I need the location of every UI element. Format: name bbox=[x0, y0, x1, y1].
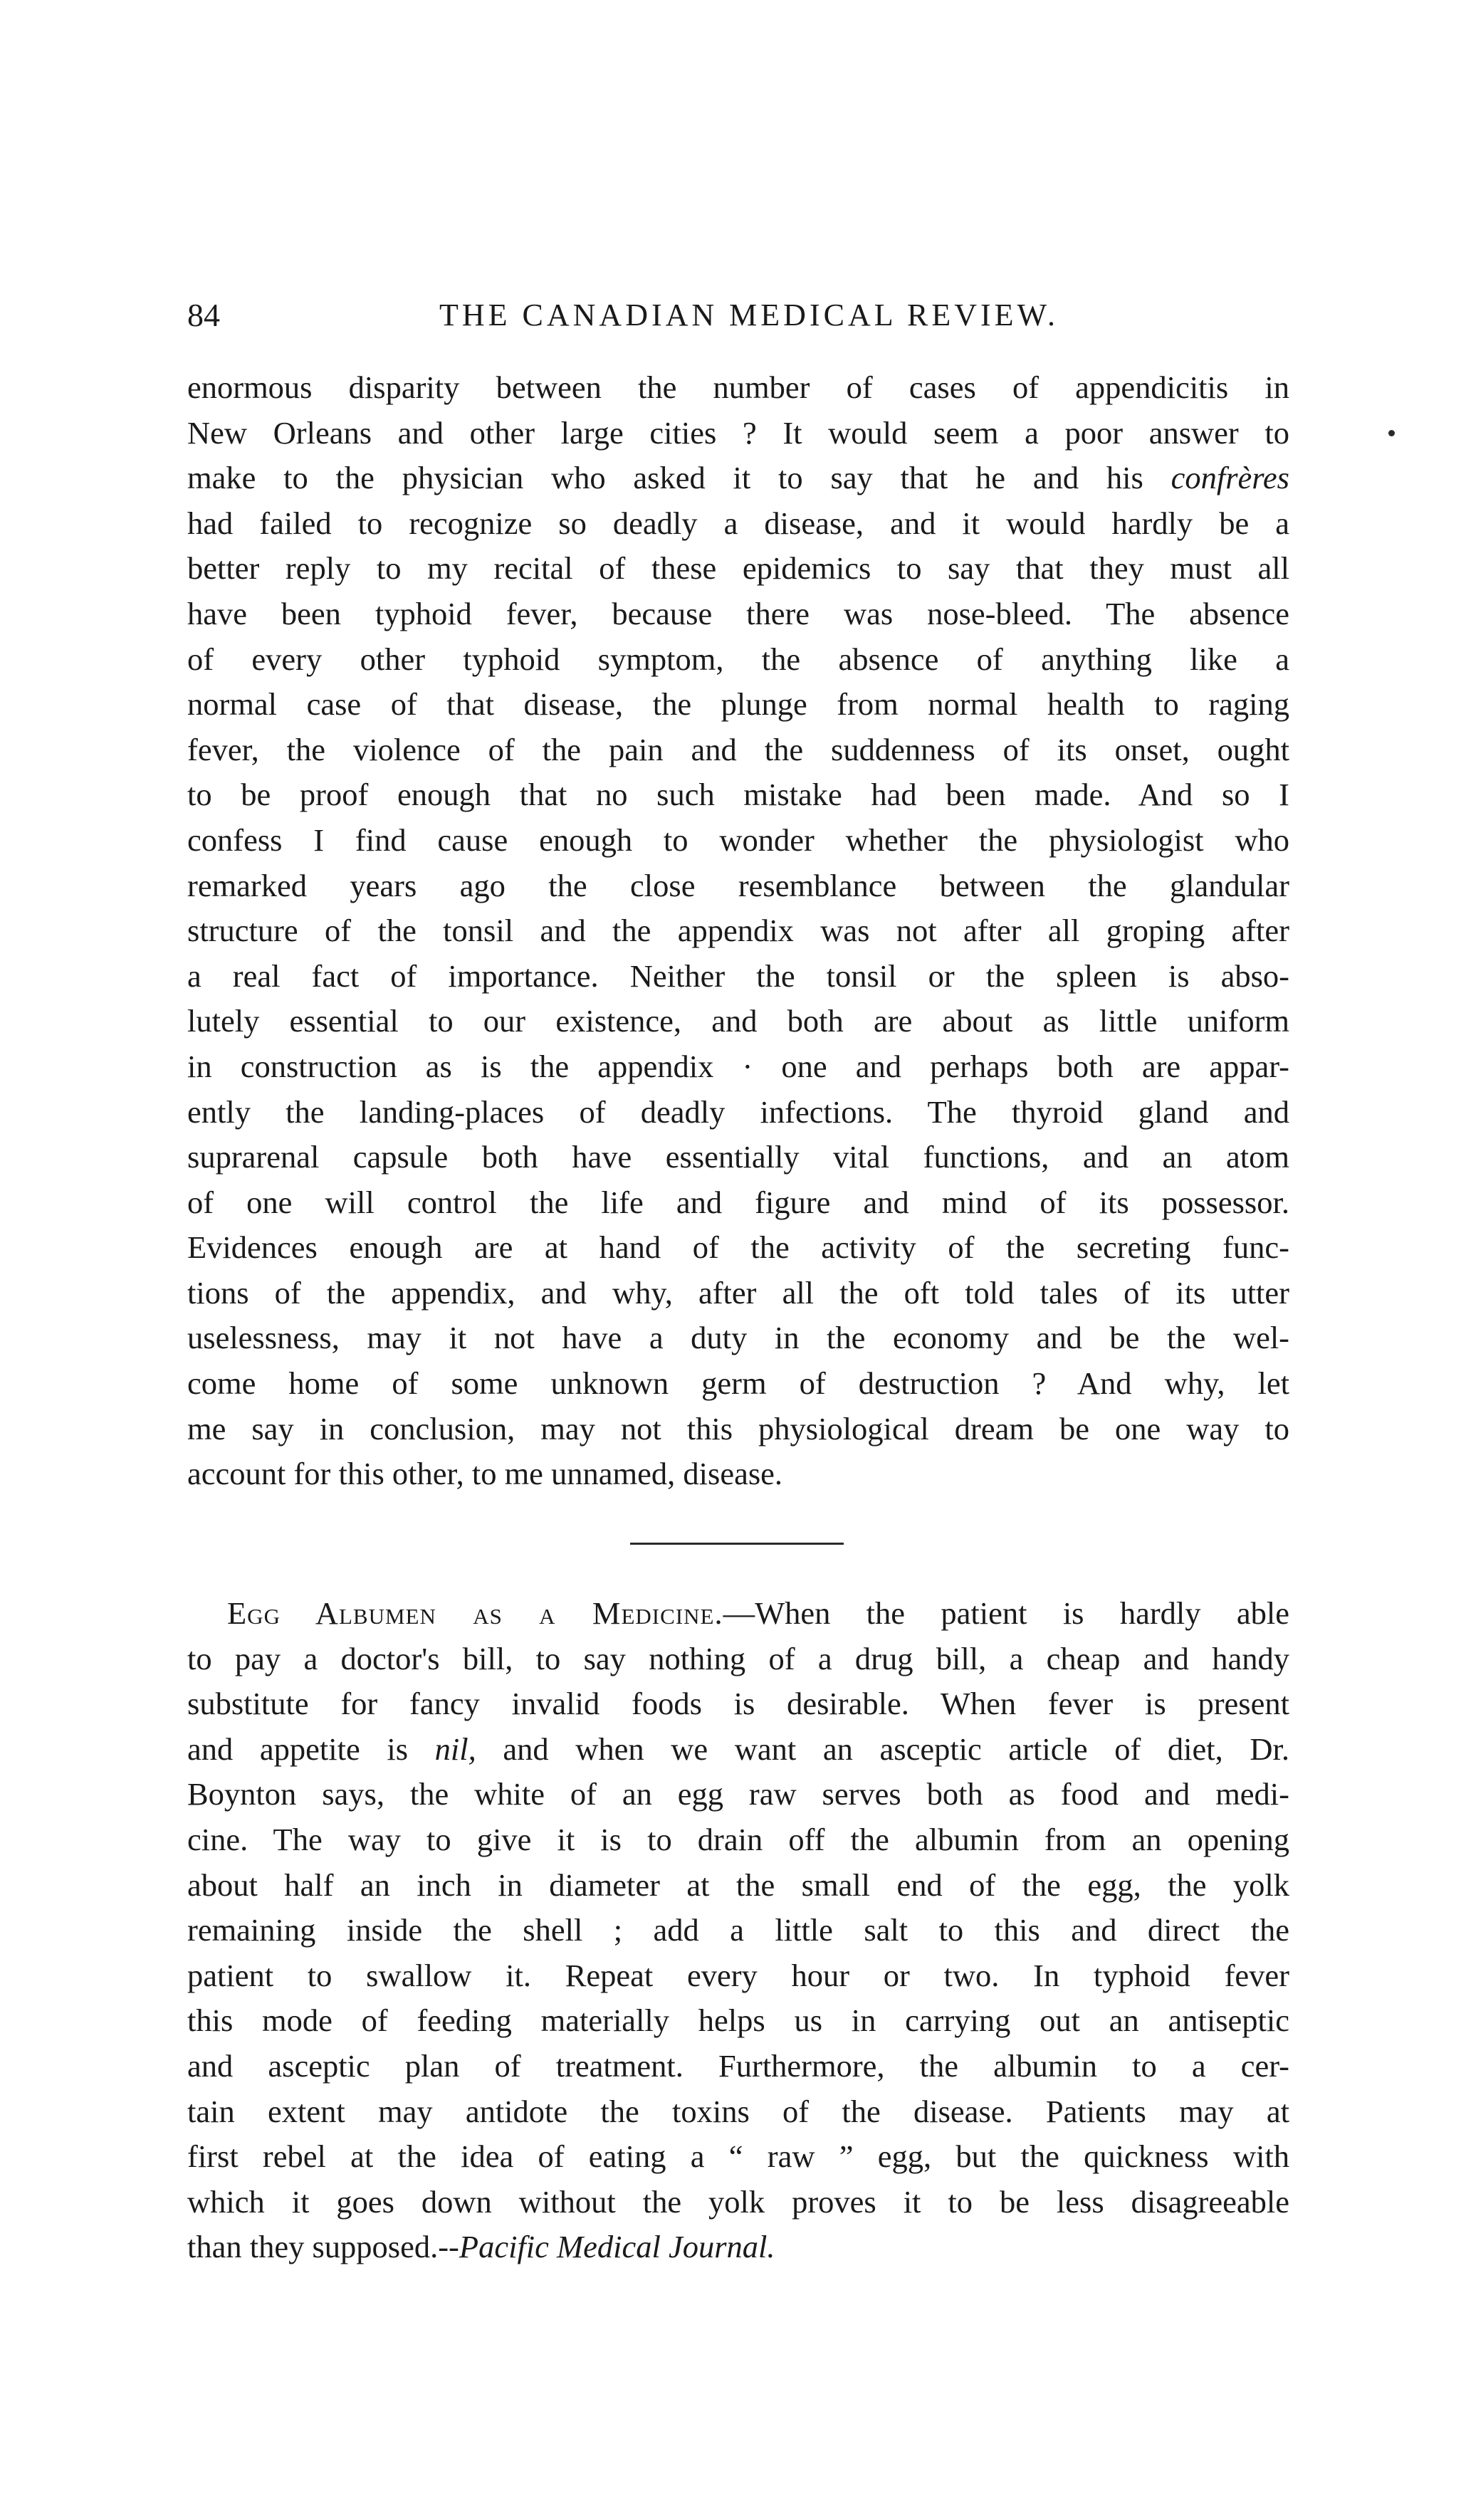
margin-mark bbox=[1388, 430, 1395, 436]
text-line: uselessness, may it not have a duty in the economy and be the wel- bbox=[187, 1320, 1289, 1356]
text-line: of one will control the life and figure and mind of its possessor. bbox=[187, 1184, 1289, 1220]
text-line: patient to swallow it. Repeat every hour or two. In typhoid fever bbox=[187, 1957, 1289, 1993]
article-body-appendicitis bbox=[187, 365, 1289, 1497]
text-line: structure of the tonsil and the appendix was not after all groping after bbox=[187, 913, 1289, 949]
text-segment: make to the physician who asked it to say that he and his bbox=[187, 460, 1171, 496]
text-segment: and when we want an asceptic article of diet, Dr. bbox=[476, 1731, 1289, 1767]
text-line bbox=[187, 1591, 1289, 1637]
text-line: lutely essential to our existence, and both are about as little uniform bbox=[187, 1003, 1289, 1039]
text-line: had failed to recognize so deadly a disease, and it would hardly be a bbox=[187, 505, 1289, 541]
text-line: about half an inch in diameter at the small end of the egg, the yolk bbox=[187, 1867, 1289, 1903]
text-line: Boynton says, the white of an egg raw serves both as food and medi- bbox=[187, 1776, 1289, 1812]
text-line: substitute for fancy invalid foods is desirable. When fever is present bbox=[187, 1686, 1289, 1722]
italic-word: nil, bbox=[434, 1731, 476, 1767]
text-line: of every other typhoid symptom, the absence of anything like a bbox=[187, 641, 1289, 677]
text-line: better reply to my recital of these epidemics to say that they must all bbox=[187, 550, 1289, 587]
italic-word: confrères bbox=[1171, 460, 1289, 496]
section-divider bbox=[630, 1543, 844, 1545]
text-line: normal case of that disease, the plunge from normal health to raging bbox=[187, 686, 1289, 723]
text-line: remarked years ago the close resemblance between the glandular bbox=[187, 867, 1289, 903]
article-body-egg-albumen bbox=[187, 1591, 1289, 2270]
text-line bbox=[187, 456, 1289, 501]
running-header bbox=[187, 290, 1289, 340]
text-segment: —When the patient is hardly able bbox=[723, 1595, 1289, 1631]
article-heading: Egg Albumen as a Medicine. bbox=[227, 1595, 723, 1631]
text-line: confess I find cause enough to wonder whether the physiologist who bbox=[187, 821, 1289, 858]
source-citation: Pacific Medical Journal. bbox=[459, 2229, 775, 2265]
text-line: in construction as is the appendix · one and perhaps both are appar- bbox=[187, 1048, 1289, 1084]
text-line: New Orleans and other large cities ? It would seem a poor answer to bbox=[187, 414, 1289, 451]
text-line: which it goes down without the yolk proves it to be less disagreeable bbox=[187, 2183, 1289, 2220]
journal-title: THE CANADIAN MEDICAL REVIEW. bbox=[439, 298, 1059, 332]
text-line: to be proof enough that no such mistake had been made. And so I bbox=[187, 777, 1289, 813]
text-line: Evidences enough are at hand of the activity of the secreting func- bbox=[187, 1229, 1289, 1266]
text-segment: and appetite is bbox=[187, 1731, 435, 1767]
text-line: this mode of feeding materially helps us in carrying out an antiseptic bbox=[187, 2002, 1289, 2039]
page-number: 84 bbox=[187, 297, 220, 333]
text-line bbox=[187, 2225, 1289, 2270]
text-line: and asceptic plan of treatment. Furthermore, the albumin to a cer- bbox=[187, 2047, 1289, 2084]
text-line: enormous disparity between the number of cases of appendicitis in bbox=[187, 369, 1289, 405]
text-line: come home of some unknown germ of destruction ? And why, let bbox=[187, 1365, 1289, 1402]
text-line: have been typhoid fever, because there was nose-bleed. The absence bbox=[187, 595, 1289, 631]
text-line: tions of the appendix, and why, after all the oft told tales of its utter bbox=[187, 1274, 1289, 1311]
text-line: tain extent may antidote the toxins of the disease. Patients may at bbox=[187, 2093, 1289, 2129]
text-line: a real fact of importance. Neither the tonsil or the spleen is abso- bbox=[187, 957, 1289, 994]
text-line: first rebel at the idea of eating a “ raw ” egg, but the quickness with bbox=[187, 2138, 1289, 2175]
text-line: fever, the violence of the pain and the suddenness of its onset, ought bbox=[187, 731, 1289, 767]
text-line: remaining inside the shell ; add a little salt to this and direct the bbox=[187, 1912, 1289, 1948]
text-line: ently the landing-places of deadly infections. The thyroid gland and bbox=[187, 1093, 1289, 1130]
text-line: me say in conclusion, may not this physiological dream be one way to bbox=[187, 1410, 1289, 1447]
text-line: suprarenal capsule both have essentially vital functions, and an atom bbox=[187, 1139, 1289, 1175]
text-line: cine. The way to give it is to drain off the albumin from an opening bbox=[187, 1821, 1289, 1857]
text-line: to pay a doctor's bill, to say nothing of a drug bill, a cheap and handy bbox=[187, 1640, 1289, 1676]
text-segment: than they supposed.-- bbox=[187, 2229, 459, 2265]
text-line bbox=[187, 1727, 1289, 1773]
text-line: account for this other, to me unnamed, disease. bbox=[187, 1456, 783, 1492]
